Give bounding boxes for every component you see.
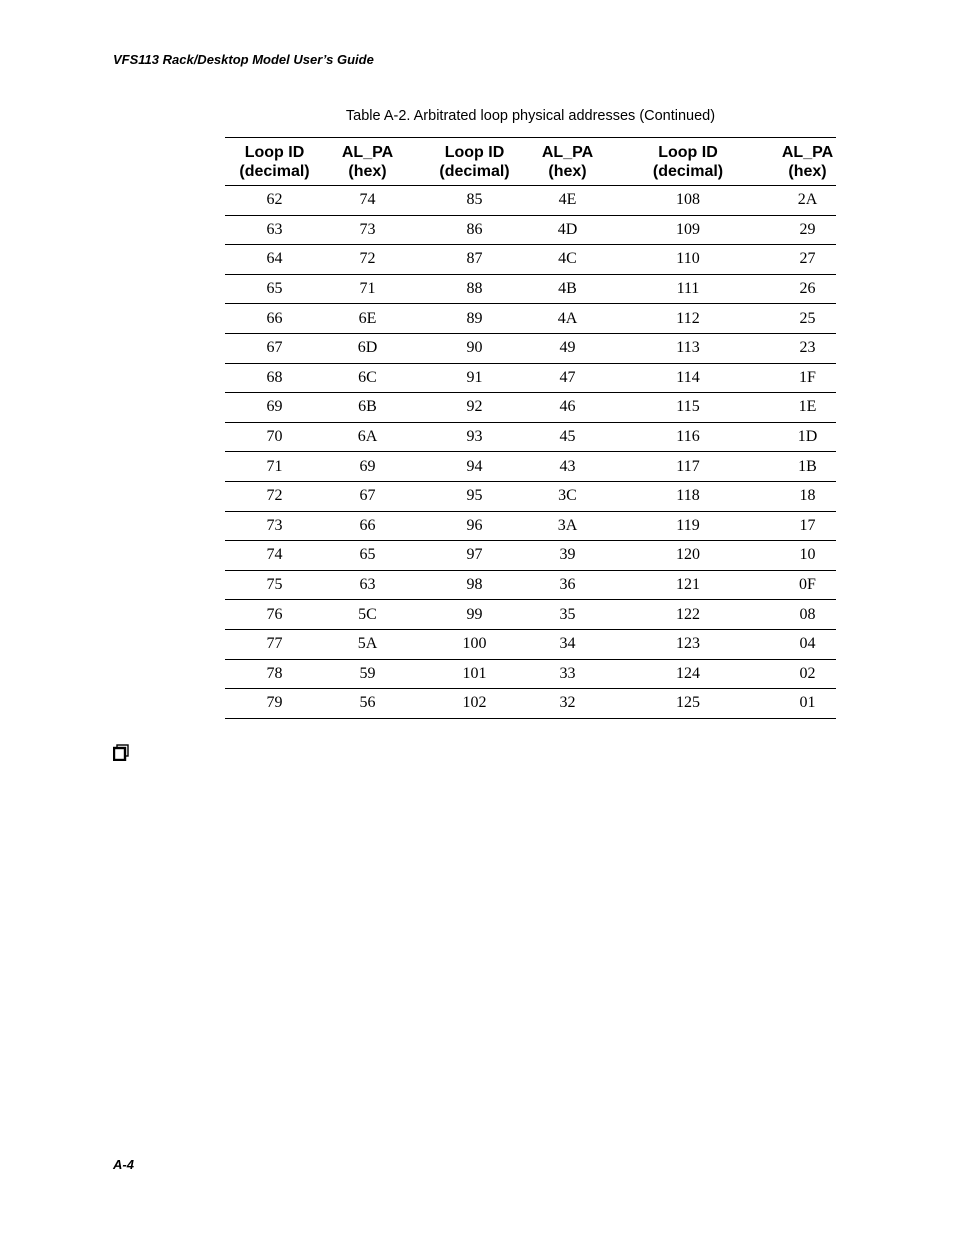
loop-id-cell: 125 — [676, 694, 700, 712]
loop-id-cell: 97 — [466, 546, 483, 564]
al-pa-cell: 71 — [359, 280, 376, 298]
column-header: AL_PA (hex) — [781, 143, 834, 180]
al-pa-cell: 3C — [558, 487, 577, 505]
loop-id-cell: 73 — [266, 516, 283, 534]
loop-id-cell: 90 — [466, 339, 483, 357]
loop-id-cell: 70 — [266, 428, 283, 446]
al-pa-cell: 08 — [799, 605, 816, 623]
page-number: A-4 — [113, 1157, 134, 1172]
loop-id-cell: 94 — [466, 457, 483, 475]
loop-id-cell: 68 — [266, 368, 283, 386]
al-pa-cell: 5A — [357, 635, 378, 653]
al-pa-cell: 35 — [559, 605, 576, 623]
al-pa-cell: 6E — [358, 309, 377, 327]
al-pa-cell: 5C — [358, 605, 377, 623]
table-row — [225, 363, 836, 393]
al-pa-cell: 04 — [799, 635, 816, 653]
al-pa-cell: 6B — [358, 398, 377, 416]
loop-id-cell: 71 — [266, 457, 283, 475]
loop-id-cell: 85 — [466, 191, 483, 209]
loop-id-cell: 66 — [266, 309, 283, 327]
loop-id-cell: 110 — [676, 250, 700, 268]
table-row — [225, 333, 836, 363]
al-pa-cell: 17 — [799, 516, 816, 534]
table-row — [225, 541, 836, 571]
al-pa-cell: 6C — [358, 368, 377, 386]
loop-id-cell: 62 — [266, 191, 283, 209]
al-pa-cell: 4D — [557, 220, 578, 238]
loop-id-cell: 98 — [466, 576, 483, 594]
loop-id-cell: 124 — [676, 664, 700, 682]
loop-id-cell: 79 — [266, 694, 283, 712]
loop-id-cell: 89 — [466, 309, 483, 327]
al-pa-cell: 02 — [799, 664, 816, 682]
al-pa-cell: 72 — [359, 250, 376, 268]
al-pa-cell: 3A — [557, 516, 578, 534]
al-pa-cell: 4E — [558, 191, 577, 209]
al-pa-cell: 4B — [558, 280, 577, 298]
loop-address-table — [225, 137, 836, 719]
al-pa-cell: 6D — [357, 339, 378, 357]
table-row — [225, 274, 836, 304]
loop-id-cell: 87 — [466, 250, 483, 268]
table-row — [225, 689, 836, 719]
table-row — [225, 245, 836, 275]
al-pa-cell: 63 — [359, 576, 376, 594]
al-pa-cell: 49 — [559, 339, 576, 357]
al-pa-cell: 32 — [559, 694, 576, 712]
table-row — [225, 511, 836, 541]
loop-id-cell: 76 — [266, 605, 283, 623]
table-body — [225, 186, 836, 719]
loop-id-cell: 69 — [266, 398, 283, 416]
al-pa-cell: 33 — [559, 664, 576, 682]
al-pa-cell: 65 — [359, 546, 376, 564]
al-pa-cell: 56 — [359, 694, 376, 712]
table-row — [225, 570, 836, 600]
column-header: Loop ID (decimal) — [652, 143, 724, 180]
column-header: Loop ID (decimal) — [239, 143, 310, 180]
al-pa-cell: 43 — [559, 457, 576, 475]
loop-id-cell: 111 — [676, 280, 700, 298]
al-pa-cell: 0F — [799, 576, 816, 594]
loop-id-cell: 108 — [676, 191, 700, 209]
loop-id-cell: 101 — [462, 664, 487, 682]
loop-id-cell: 119 — [676, 516, 700, 534]
loop-id-cell: 114 — [676, 368, 700, 386]
loop-id-cell: 118 — [676, 487, 700, 505]
loop-id-cell: 115 — [676, 398, 700, 416]
loop-id-cell: 122 — [676, 605, 700, 623]
loop-id-cell: 121 — [676, 576, 700, 594]
loop-id-cell: 74 — [266, 546, 283, 564]
column-header: Loop ID (decimal) — [439, 143, 510, 180]
loop-id-cell: 117 — [676, 457, 700, 475]
loop-id-cell: 92 — [466, 398, 483, 416]
loop-id-cell: 102 — [462, 694, 487, 712]
loop-id-cell: 63 — [266, 220, 283, 238]
al-pa-cell: 39 — [559, 546, 576, 564]
loop-id-cell: 78 — [266, 664, 283, 682]
al-pa-cell: 74 — [359, 191, 376, 209]
al-pa-cell: 18 — [799, 487, 816, 505]
al-pa-cell: 47 — [559, 368, 576, 386]
loop-id-cell: 72 — [266, 487, 283, 505]
al-pa-cell: 23 — [799, 339, 816, 357]
al-pa-cell: 46 — [559, 398, 576, 416]
al-pa-cell: 29 — [799, 220, 816, 238]
loop-id-cell: 120 — [676, 546, 700, 564]
al-pa-cell: 26 — [799, 280, 816, 298]
al-pa-cell: 1E — [798, 398, 817, 416]
al-pa-cell: 59 — [359, 664, 376, 682]
loop-id-cell: 112 — [676, 309, 700, 327]
al-pa-cell: 4C — [558, 250, 577, 268]
al-pa-cell: 27 — [799, 250, 816, 268]
table-row — [225, 600, 836, 630]
loop-id-cell: 86 — [466, 220, 483, 238]
loop-id-cell: 96 — [466, 516, 483, 534]
loop-id-cell: 113 — [676, 339, 700, 357]
loop-id-cell: 88 — [466, 280, 483, 298]
al-pa-cell: 2A — [797, 191, 818, 209]
table-row — [225, 629, 836, 659]
loop-id-cell: 75 — [266, 576, 283, 594]
loop-id-cell: 116 — [676, 428, 700, 446]
table-caption: Table A-2. Arbitrated loop physical addresses (Continued) — [345, 108, 716, 124]
end-of-section-box-icon — [113, 744, 129, 761]
running-header: VFS113 Rack/Desktop Model User’s Guide — [113, 52, 374, 67]
loop-id-cell: 77 — [266, 635, 283, 653]
al-pa-cell: 1D — [797, 428, 818, 446]
table-row — [225, 422, 836, 452]
table-header-row — [225, 138, 836, 186]
loop-id-cell: 93 — [466, 428, 483, 446]
table-row — [225, 215, 836, 245]
loop-id-cell: 64 — [266, 250, 283, 268]
al-pa-cell: 66 — [359, 516, 376, 534]
al-pa-cell: 01 — [799, 694, 816, 712]
al-pa-cell: 1F — [799, 368, 816, 386]
column-header: AL_PA (hex) — [541, 143, 594, 180]
al-pa-cell: 69 — [359, 457, 376, 475]
loop-id-cell: 65 — [266, 280, 283, 298]
al-pa-cell: 1B — [798, 457, 817, 475]
loop-id-cell: 109 — [676, 220, 700, 238]
al-pa-cell: 6A — [357, 428, 378, 446]
loop-id-cell: 95 — [466, 487, 483, 505]
al-pa-cell: 45 — [559, 428, 576, 446]
loop-id-cell: 100 — [462, 635, 487, 653]
al-pa-cell: 10 — [799, 546, 816, 564]
column-header: AL_PA (hex) — [341, 143, 394, 180]
al-pa-cell: 36 — [559, 576, 576, 594]
loop-id-cell: 91 — [466, 368, 483, 386]
table-row — [225, 393, 836, 423]
al-pa-cell: 4A — [557, 309, 578, 327]
loop-id-cell: 99 — [466, 605, 483, 623]
al-pa-cell: 67 — [359, 487, 376, 505]
al-pa-cell: 34 — [559, 635, 576, 653]
al-pa-cell: 73 — [359, 220, 376, 238]
loop-id-cell: 123 — [676, 635, 700, 653]
table-row — [225, 659, 836, 689]
table-row — [225, 186, 836, 216]
table-row — [225, 452, 836, 482]
loop-id-cell: 67 — [266, 339, 283, 357]
table-row — [225, 304, 836, 334]
table-row — [225, 481, 836, 511]
al-pa-cell: 25 — [799, 309, 816, 327]
